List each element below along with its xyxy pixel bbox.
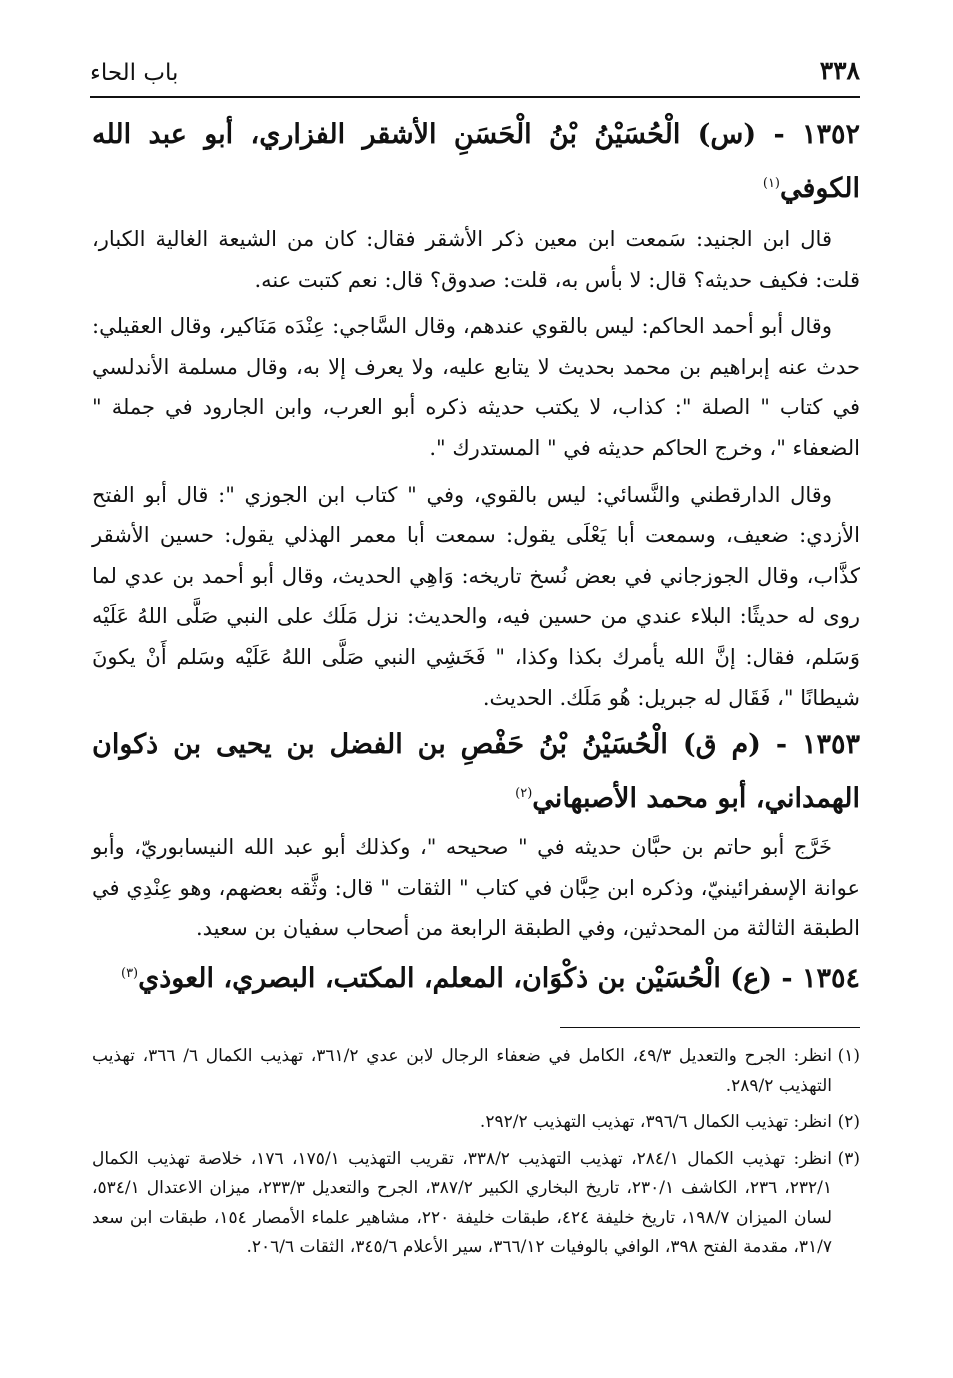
entry-heading-1353 (92, 720, 860, 823)
footnote-text: انظر: تهذيب الكمال ٣٩٦/٦، تهذيب التهذيب ٢٩٢/٢. (479, 1112, 832, 1132)
footnote-text: انظر: الجرح والتعديل ٤٩/٣، الكامل في ضعفاء الرجال لابن عدي ٣٦١/٢، تهذيب الكمال ٦/ ٣٦٦، تهذيب التهذيب ٢٨٩/٢. (92, 1046, 832, 1096)
entry-heading-1352 (92, 110, 860, 213)
entry-heading-1354 (92, 949, 860, 1003)
paragraph: قال ابن الجنيد: سَمعت ابن معين ذكر الأشقر فقال: كان من الشيعة الغالية الكبار، قلت: فكيف حديثه؟ قال: لا بأس به، قلت: صدوق؟ قال: نعم كتبت عنه. (92, 227, 860, 292)
footnote-ref: (٣) (120, 965, 139, 981)
footnote-divider (560, 1027, 860, 1028)
page-header (90, 52, 860, 98)
footnote-ref: (١) (762, 176, 780, 191)
footnotes (92, 1042, 860, 1270)
footnote-number: (١) (837, 1046, 860, 1066)
running-title: باب الحاء (90, 60, 179, 86)
page-number: ٣٣٨ (819, 56, 860, 85)
paragraph: وقال الدارقطني والنَّسائي: ليس بالقوي، وفي " كتاب ابن الجوزي ": قال أبو الفتح الأزدي: ضعيف، وسمعت أبا يَعْلَى يقول: سمعت أبا معمر الهذلي يقول: حسين الأشقر كذَّاب، وقال الجوزجاني في بعض نُسخ تاريخه: وَاهِي الحديث، وقال أبو أحمد بن عدي لما روى له حديثًا: البلاء عندي من حسين فيه، والحديث: نزل مَلَك على النبي صَلَّى اللهُ عَلَيْه وَسَلم، فقال: إنَّ الله يأمرك بكذا وكذا، " فَخَشِي النبي صَلَّى اللهُ عَلَيْه وسَلم أَنْ يكونَ شيطانًا "، فَقَال له جبريل: هُو مَلَك. الحديث. (92, 482, 860, 710)
entry-heading-text: ١٣٥٣ - (م ق) الْحُسَيْنُ بْنُ حَفْصِ بن الفضل بن يحيى بن ذكوان الهمداني، أبو محمد الأصبهاني (92, 729, 860, 815)
footnote-number: (٢) (837, 1112, 860, 1132)
footnote-item (92, 1042, 860, 1101)
paragraph: وقال أبو أحمد الحاكم: ليس بالقوي عندهم، وقال السَّاجي: عِنْدَه مَنَاكير، وقال العقيلي: حدث عنه إبراهيم بن محمد بحديث لا يتابع عليه، ولا يعرف إلا به، وقال مسلمة الأندلسي في كتاب " الصلة ": كذاب، لا يكتب حديثه ذكره أبو العرب، وابن الجارود في جملة " الضعفاء "، وخرج الحاكم حديثه في " المستدرك ". (92, 314, 860, 460)
footnote-ref: (٢) (515, 786, 533, 802)
entry-heading-text: ١٣٥٢ - (س) الْحُسَيْنُ بْنُ الْحَسَنِ الأشقر الفزاري، أبو عبد الله الكوفي (92, 119, 860, 204)
footnote-item (92, 1145, 860, 1263)
footnote-text: انظر: تهذيب الكمال ٢٨٤/١، تهذيب التهذيب ٣٣٨/٢، تقريب التهذيب ١٧٥/١، ١٧٦، خلاصة تهذيب الكمال ٢٣٢/١، ٢٣٦، الكاشف ٢٣٠/١، تاريخ البخاري الكبير ٣٨٧/٢، الجرح والتعديل ٢٣٣/٣، ميزان الاعتدال ٥٣٤/١، لسان الميزان ١٩٨/٧، تاريخ خليفة ٤٢٤، طبقات خليفة ٢٢٠، مشاهير علماء الأمصار ١٥٤، طبقات ابن سعد ٣١/٧، مقدمة الفتح ٣٩٨، الوافي بالوفيات ٣٦٦/١٢، سير الأعلام ٣٤٥/٦، الثقات ٢٠٦/٦. (92, 1148, 833, 1257)
entry-heading-text: ١٣٥٤ - (ع) الْحُسَيْن بن ذكْوَان، المعلم، المكتب، البصري، العوذي (138, 962, 860, 994)
main-text (92, 110, 860, 1003)
paragraph: خَرَّج أبو حاتم بن حبَّان حديثه في " صحيحه "، وكذلك أبو عبد الله النيسابوريّ، وأبو عوانة الإسفرائينيّ، وذكره ابن حِبَّان في كتاب " الثقات " قال: وثَّقه بعضهم، وهو عِنْدِي في الطبقة الثالثة من المحدثين، وفي الطبقة الرابعة من أصحاب سفيان بن سعيد. (92, 835, 860, 941)
footnote-number: (٣) (837, 1148, 860, 1169)
footnote-item (92, 1108, 860, 1138)
